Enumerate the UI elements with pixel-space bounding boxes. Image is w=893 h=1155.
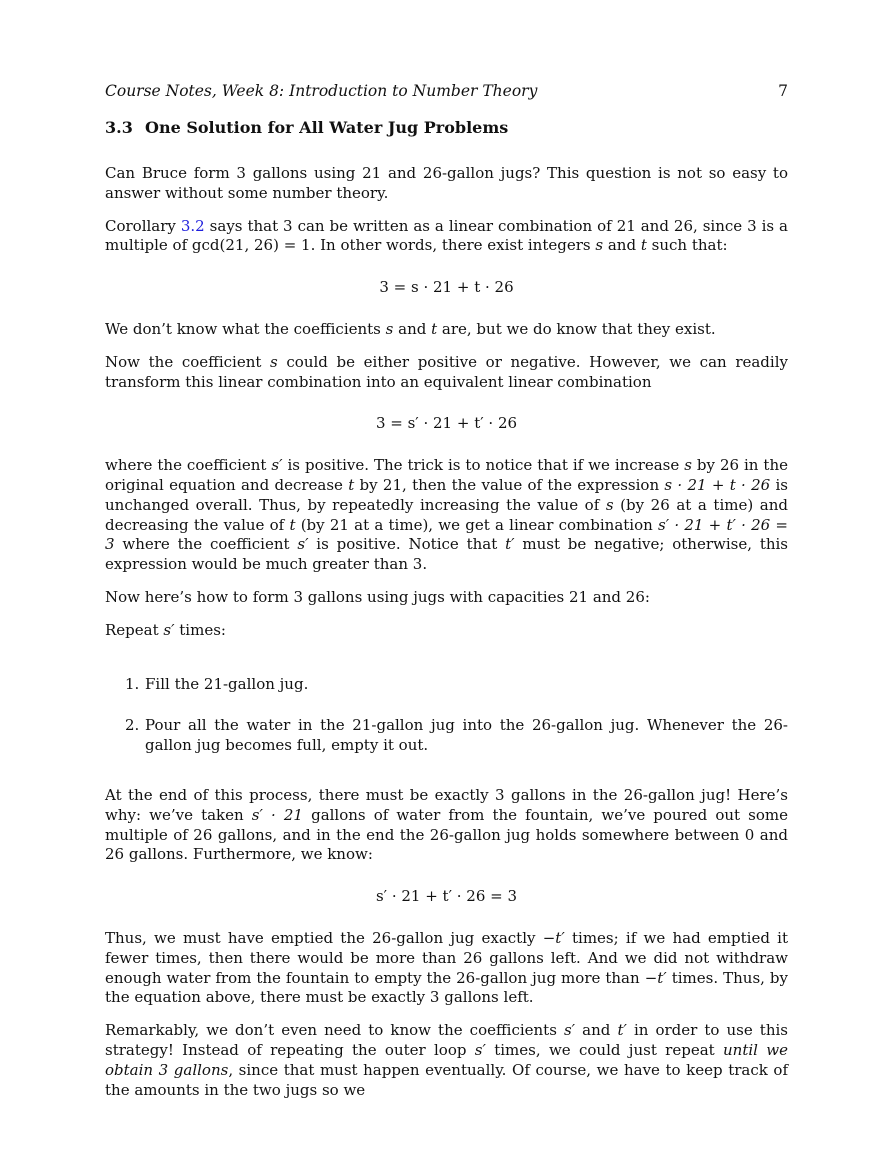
running-header <box>105 82 788 104</box>
equation-2: 3 = s′ · 21 + t′ · 26 <box>375 414 518 433</box>
list-item: 1. Fill the 21-gallon jug. <box>125 674 309 693</box>
paragraph-emptied: Thus, we must have emptied the 26-gallon jug exactly −t′ times; if we had emptied it fewer times, then there would be more than 26 gallons left. And we did not withdraw enough water from the fountain to empty the 26-gallon jug more than −t′ times. Thus, by the equation above, there must be exactly 3 gallons left. <box>105 928 789 1007</box>
paragraph-intro: Can Bruce form 3 gallons using 21 and 26-gallon jugs? This question is not so easy to answer without some number theory. <box>105 164 788 202</box>
paragraph-remarkably: Remarkably, we don’t even need to know the coefficients s′ and t′ in order to use this strategy! Instead of repeating the outer loop s′ times, we could just repeat until we obtain 3 gallons, since that must happen eventually. Of course, we have to keep track of the amounts in the two jugs so we <box>105 1021 788 1099</box>
paragraph-how-to: Now here’s how to form 3 gallons using jugs with capacities 21 and 26: <box>105 587 650 606</box>
emphasis-text: until we obtain 3 gallons <box>105 1040 788 1079</box>
steps-list <box>105 675 788 756</box>
paragraph-trick: where the coefficient s′ is positive. The trick is to notice that if we increase s by 26 in the original equation and decrease t by 21, then the value of the expression s · 21 + t · 26 is unchanged overall. Thus, by repeatedly increasing the value of s (by 26 at a time) and decreasing the value of t (by 21 at a time), we get a linear combination s′ · 21 + t′ · 26 = 3 where the coefficient s′ is positive. Notice that t′ must be negative; otherwise, this expression would be much greater than 3. <box>105 456 789 574</box>
gcd-expression: gcd(21, 26) = 1 <box>191 236 311 255</box>
section-heading <box>105 118 788 140</box>
running-title: Course Notes, Week 8: Introduction to Number Theory <box>105 82 538 100</box>
list-item: 2. Pour all the water in the 21-gallon jug into the 26-gallon jug. Whenever the 26-gallon jug becomes full, empty it out. <box>125 716 788 755</box>
corollary-ref-link[interactable]: 3.2 <box>180 216 205 235</box>
section-number: 3.3 <box>105 118 133 137</box>
page <box>105 82 788 1100</box>
paragraph-coefficients: We don’t know what the coefficients s and t are, but we do know that they exist. <box>105 319 716 338</box>
equation-1: 3 = s · 21 + t · 26 <box>379 278 514 297</box>
paragraph-transform: Now the coefficient s could be either positive or negative. However, we can readily transform this linear combination into an equivalent linear combination <box>105 352 788 391</box>
equation-3: s′ · 21 + t′ · 26 = 3 <box>375 887 518 906</box>
paragraph-corollary: Corollary 3.2 says that 3 can be written as a linear combination of 21 and 26, since 3 is a multiple of gcd(21, 26) = 1. In other words, there exist integers s and t such that: <box>105 216 788 255</box>
paragraph-explanation: At the end of this process, there must be exactly 3 gallons in the 26-gallon jug! Here’s why: we’ve taken s′ · 21 gallons of water from the fountain, we’ve poured out some multiple of 26 gallons, and in the end the 26-gallon jug holds somewhere between 0 and 26 gallons. Furthermore, we know: <box>105 785 789 864</box>
page-number: 7 <box>778 82 788 100</box>
paragraph-repeat: Repeat s′ times: <box>105 620 226 639</box>
section-title: One Solution for All Water Jug Problems <box>145 118 509 137</box>
